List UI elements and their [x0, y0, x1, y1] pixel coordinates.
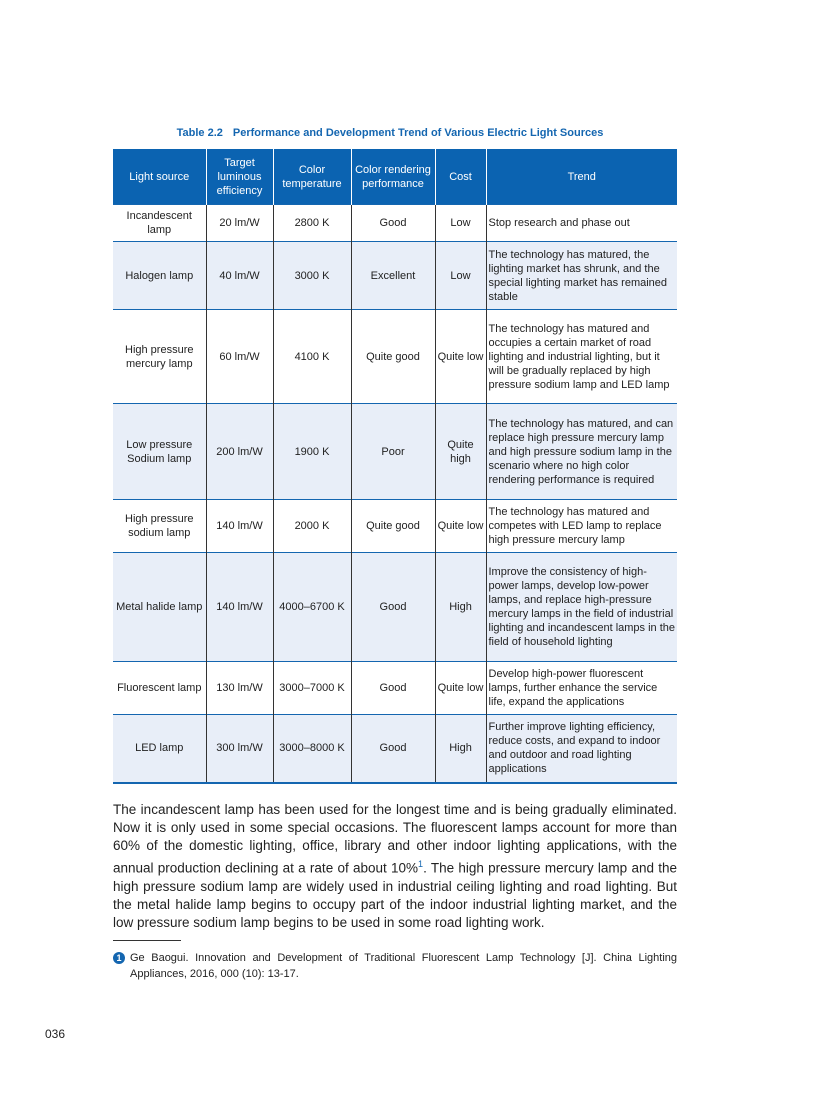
table-cell: 40 lm/W: [206, 242, 273, 310]
footnote-divider: [113, 940, 181, 941]
table-cell: 300 lm/W: [206, 715, 273, 783]
table-cell: Good: [351, 662, 435, 715]
table-cell: 20 lm/W: [206, 205, 273, 242]
table-cell: High pressure mercury lamp: [113, 310, 206, 404]
table-cell: The technology has matured, and can replace high pressure mercury lamp and high pressure sodium lamp in the scenario where no high color rendering performance is required: [486, 404, 677, 500]
table-cell: 3000–8000 K: [273, 715, 351, 783]
column-header: Trend: [486, 149, 677, 205]
table-cell: Incandescent lamp: [113, 205, 206, 242]
table-cell: Fluorescent lamp: [113, 662, 206, 715]
table-cell: Excellent: [351, 242, 435, 310]
table-caption: [113, 127, 677, 139]
table-cell: High: [435, 715, 486, 783]
footnote-text: Ge Baogui. Innovation and Development of Traditional Fluorescent Lamp Technology [J]. China Lighting Appliances, 2016, 000 (10): 13-17.: [130, 952, 677, 980]
table-cell: High: [435, 553, 486, 662]
table-cell: Quite low: [435, 310, 486, 404]
table-cell: Good: [351, 715, 435, 783]
table-row: [113, 404, 677, 500]
table-row: [113, 715, 677, 783]
table-cell: 3000–7000 K: [273, 662, 351, 715]
table-row: [113, 310, 677, 404]
table-cell: Quite low: [435, 662, 486, 715]
table-header-row: [113, 149, 677, 205]
table-cell: 140 lm/W: [206, 500, 273, 553]
table-cell: 4000–6700 K: [273, 553, 351, 662]
table-cell: Stop research and phase out: [486, 205, 677, 242]
table-label: Table 2.2: [176, 127, 223, 139]
table-cell: 2000 K: [273, 500, 351, 553]
table-cell: The technology has matured and competes with LED lamp to replace high pressure mercury lamp: [486, 500, 677, 553]
table-row: [113, 500, 677, 553]
column-header: Color temperature: [273, 149, 351, 205]
footnote: [113, 950, 677, 982]
light-sources-table: [113, 149, 677, 784]
table-cell: 60 lm/W: [206, 310, 273, 404]
table-cell: Quite good: [351, 500, 435, 553]
table-cell: 4100 K: [273, 310, 351, 404]
table-title: Performance and Development Trend of Various Electric Light Sources: [232, 127, 604, 139]
table-cell: Quite low: [435, 500, 486, 553]
column-header: Target luminous efficiency: [206, 149, 273, 205]
table-cell: LED lamp: [113, 715, 206, 783]
table-cell: Quite high: [435, 404, 486, 500]
column-header: Light source: [113, 149, 206, 205]
table-row: [113, 662, 677, 715]
table-row: [113, 553, 677, 662]
table-cell: 3000 K: [273, 242, 351, 310]
page-number: 036: [45, 1027, 66, 1041]
table-cell: Low pressure Sodium lamp: [113, 404, 206, 500]
table-cell: Good: [351, 205, 435, 242]
table-cell: The technology has matured, the lighting market has shrunk, and the special lighting market has remained stable: [486, 242, 677, 310]
table-cell: 140 lm/W: [206, 553, 273, 662]
body-paragraph: [113, 801, 677, 932]
column-header: Cost: [435, 149, 486, 205]
table-cell: 1900 K: [273, 404, 351, 500]
table-row: [113, 242, 677, 310]
table-cell: Metal halide lamp: [113, 553, 206, 662]
table-cell: Good: [351, 553, 435, 662]
table-cell: Further improve lighting efficiency, reduce costs, and expand to indoor and outdoor and road lighting applications: [486, 715, 677, 783]
table-cell: 2800 K: [273, 205, 351, 242]
table-cell: Develop high-power fluorescent lamps, further enhance the service life, expand the applications: [486, 662, 677, 715]
footnote-ref[interactable]: 1: [418, 859, 424, 869]
table-cell: Low: [435, 242, 486, 310]
table-cell: Halogen lamp: [113, 242, 206, 310]
footnote-number: 1: [113, 952, 125, 964]
table-cell: Low: [435, 205, 486, 242]
table-cell: 200 lm/W: [206, 404, 273, 500]
table-cell: High pressure sodium lamp: [113, 500, 206, 553]
table-cell: Poor: [351, 404, 435, 500]
table-cell: 130 lm/W: [206, 662, 273, 715]
table-row: [113, 205, 677, 242]
paragraph-text: . The high pressure mercury lamp and the high pressure sodium lamp are widely used in industrial ceiling lighting and road lighting. But the metal halide lamp begins to occupy part of the indoor industrial lighting market, and the low pressure sodium lamp begins to be used in some road lighting work.: [113, 860, 677, 930]
table-cell: Quite good: [351, 310, 435, 404]
table-cell: Improve the consistency of high-power lamps, develop low-power lamps, and replace high-pressure mercury lamps in the field of industrial lighting and incandescent lamps in the field of household lighting: [486, 553, 677, 662]
table-cell: The technology has matured and occupies a certain market of road lighting and industrial lighting, but it will be gradually replaced by high pressure sodium lamp and LED lamp: [486, 310, 677, 404]
paragraph-text: The incandescent lamp has been used for the longest time and is being gradually eliminated. Now it is only used in some special occasions. The fluorescent lamps account for more than 60% of the domestic lighting, office, library and other indoor lighting applications, with the annual production declining at a rate of about 10%: [113, 802, 677, 876]
column-header: Color rendering performance: [351, 149, 435, 205]
